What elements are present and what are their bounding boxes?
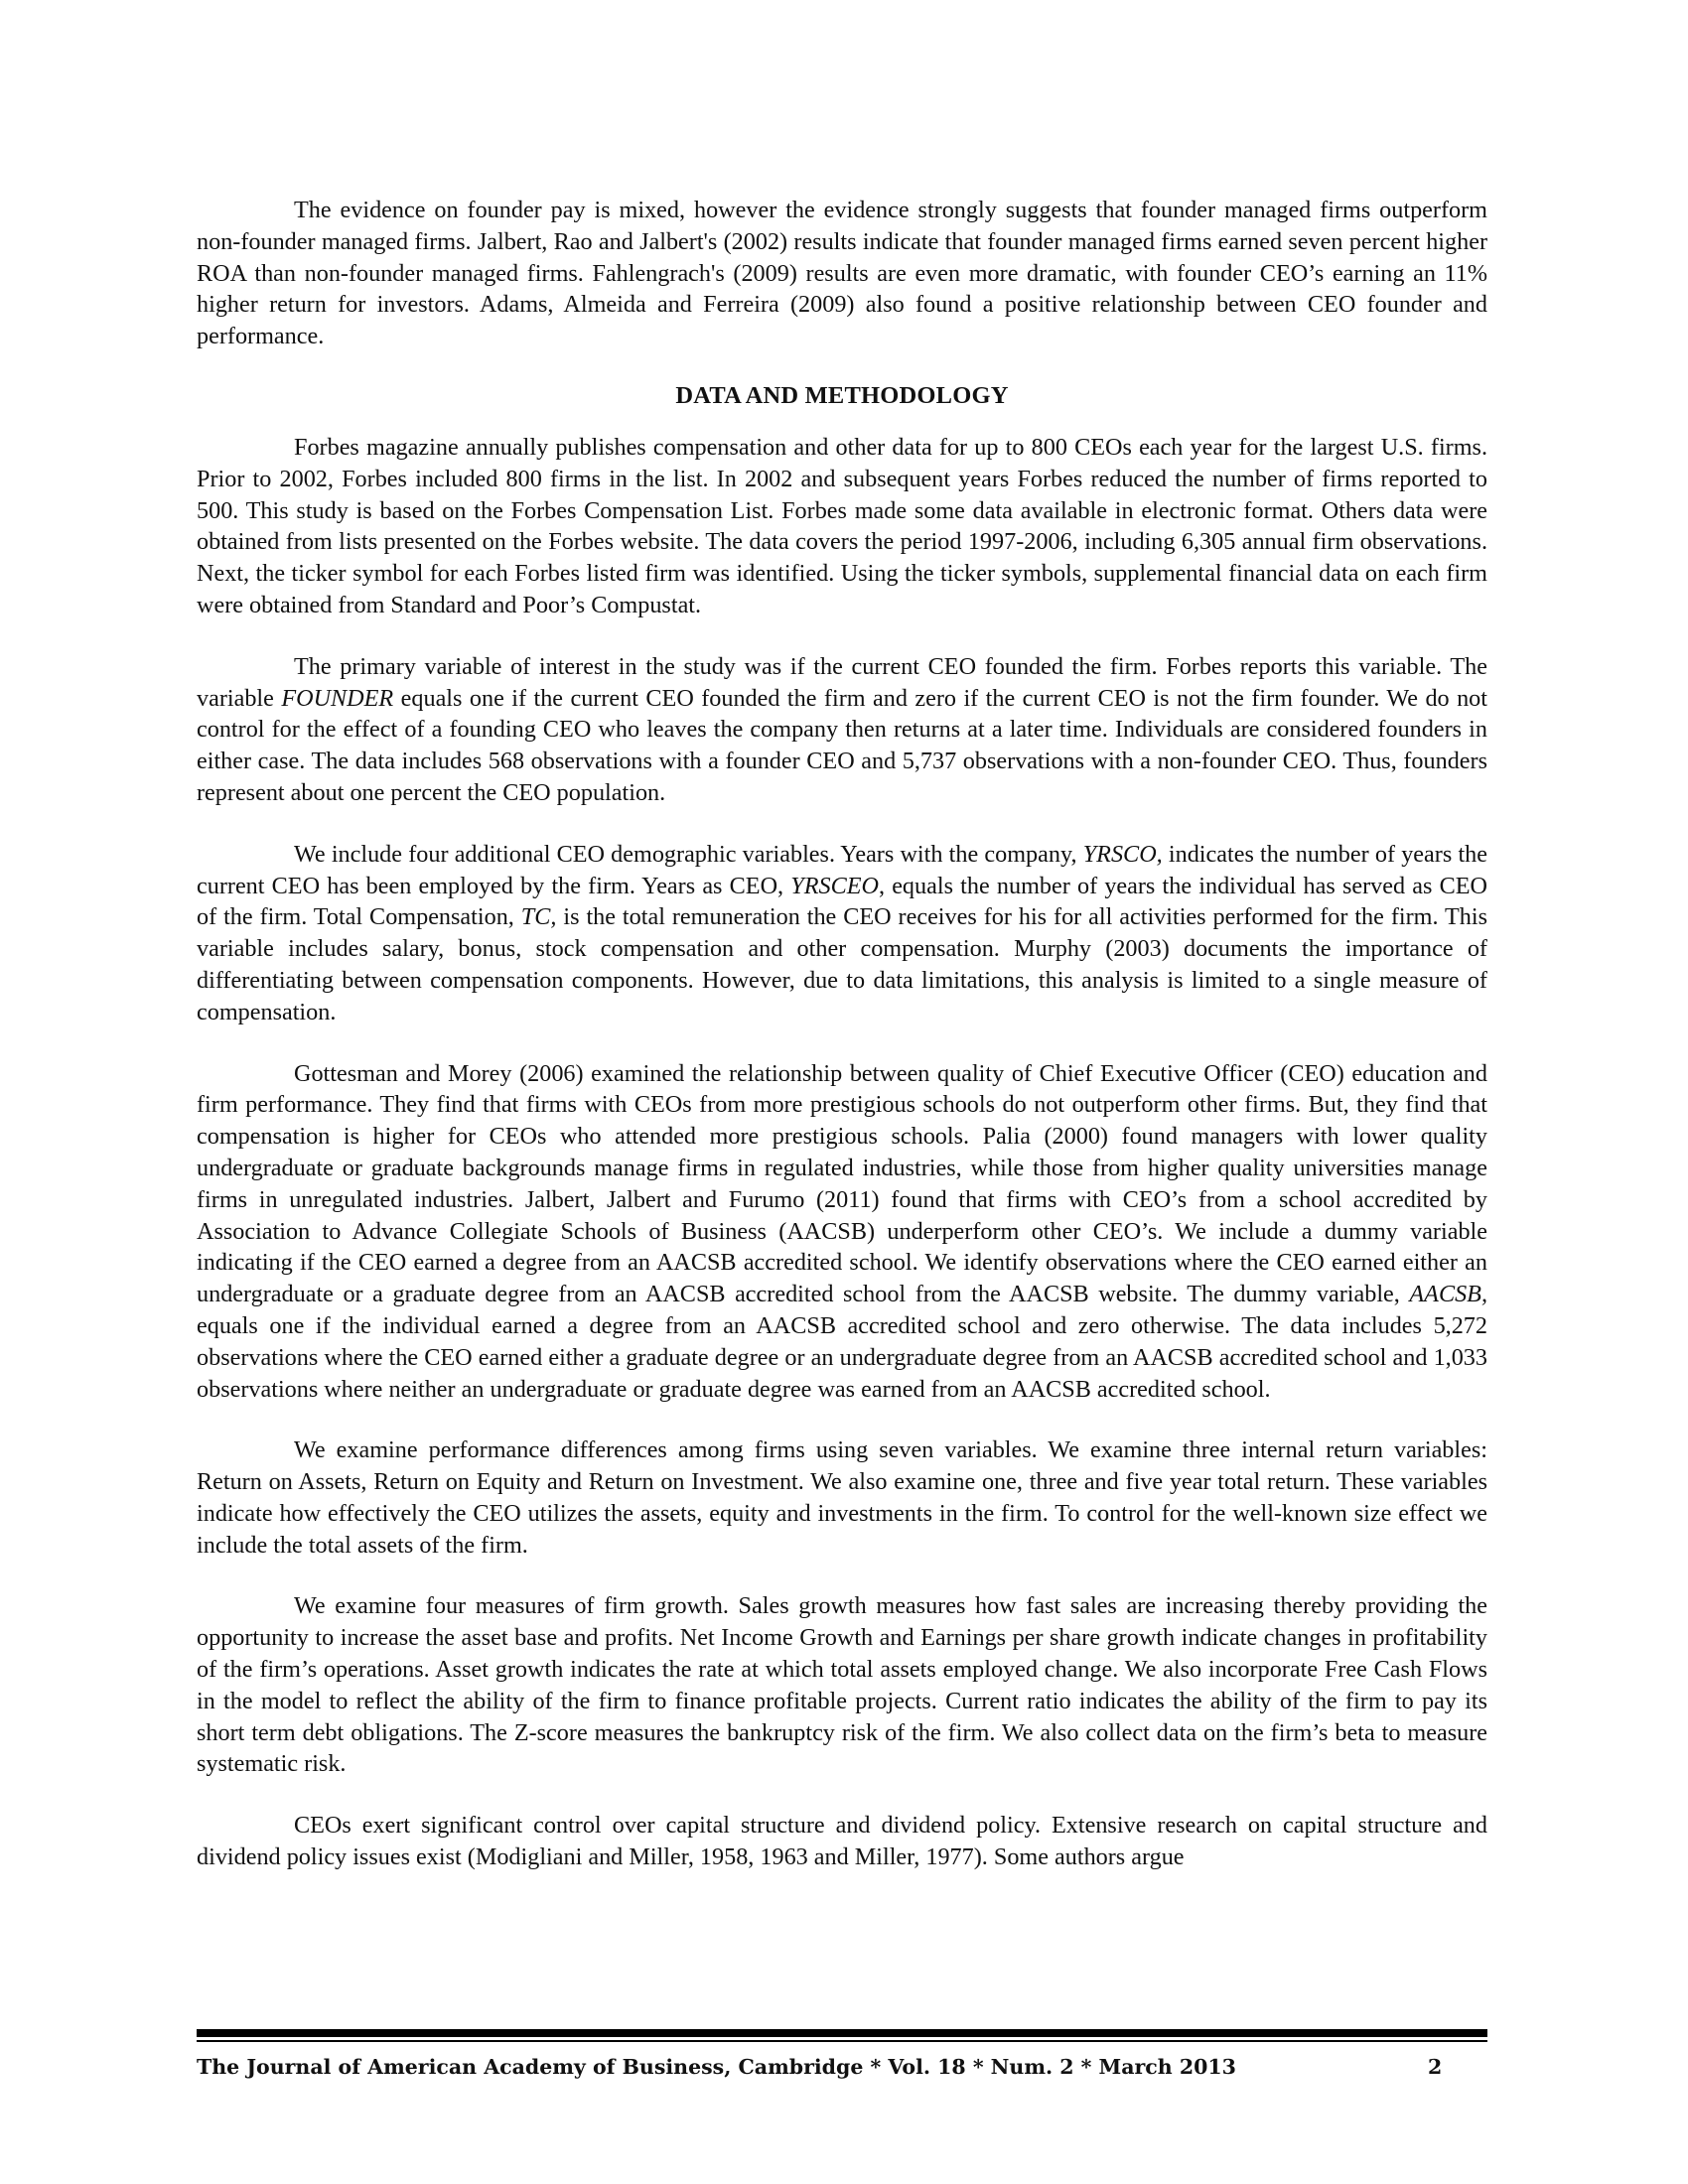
page-number: 2	[1428, 2055, 1443, 2079]
paragraph-founder-variable	[197, 651, 1487, 809]
variable-founder: FOUNDER	[281, 684, 394, 712]
paragraph-forbes-data: Forbes magazine annually publishes compensation and other data for up to 800 CEOs each year for the largest U.S. firms. Prior to 2002, Forbes included 800 firms in the list. In 2002 and subsequent years Forbes reduced the number of firms reported to 500. This study is based on the Forbes Compensation List. Forbes made some data available in electronic format. Others data were obtained from lists presented on the Forbes website. The data covers the period 1997-2006, including 6,305 annual firm observations. Next, the ticker symbol for each Forbes listed firm was identified. Using the ticker symbols, supplemental financial data on each firm were obtained from Standard and Poor’s Compustat.	[197, 433, 1487, 618]
variable-yrsco: YRSCO,	[1082, 840, 1163, 868]
text-segment: We include four additional CEO demographic variables. Years with the company,	[294, 840, 1083, 868]
text-segment: is the total remuneration the CEO receives for his for all activities performed for the firm. This variable includes salary, bonus, stock compensation and other compensation. Murphy (2003) documents the importance of differentiating between compensation components. However, due to data limitations, this analysis is limited to a single measure of compensation.	[197, 903, 1488, 1025]
text-segment: , equals the number of years the individual has served as CEO of the firm. Total Compensation,	[197, 872, 1487, 931]
paragraph-education	[197, 1058, 1487, 1406]
footer-rule-thin	[197, 2040, 1487, 2042]
text-segment: equals one if the current CEO founded the firm and zero if the current CEO is not the firm founder. We do not control for the effect of a founding CEO who leaves the company then returns at a later time. Individuals are considered founders in either case. The data includes 568 observations with a founder CEO and 5,737 observations with a non-founder CEO. Thus, founders represent about one percent the CEO population.	[197, 684, 1487, 806]
text-segment: The primary variable of interest in the study was if the current CEO founded the firm. Forbes reports this variable. The variable	[197, 652, 1487, 712]
paragraph-performance: We examine performance differences among firms using seven variables. We examine three internal return variables: Return on Assets, Return on Equity and Return on Investment. We also examine one, three and five year total return. These variables indicate how effectively the CEO utilizes the assets, equity and investments in the firm. To control for the well-known size effect we include the total assets of the firm.	[197, 1436, 1487, 1559]
page-body	[197, 195, 1487, 1903]
text-segment: Gottesman and Morey (2006) examined the relationship between quality of Chief Executive Officer (CEO) education and firm performance. They find that firms with CEOs from more prestigious schools do not outperform other firms. But, they find that compensation is higher for CEOs who attended more prestigious schools. Palia (2000) found managers with lower quality undergraduate or graduate backgrounds manage firms in regulated industries, while those from higher quality universities manage firms in unregulated industries. Jalbert, Jalbert and Furumo (2011) found that firms with CEO’s from a school accredited by Association to Advance Collegiate Schools of Business (AACSB) underperform other CEO’s. We include a dummy variable indicating if the CEO earned a degree from an AACSB accredited school. We identify observations where the CEO earned either an undergraduate or a graduate degree from an AACSB accredited school from the AACSB website. The dummy variable,	[197, 1059, 1487, 1308]
variable-tc: TC,	[520, 903, 557, 931]
variable-aacsb: AACSB,	[1409, 1281, 1487, 1308]
variable-yrsceo: YRSCEO	[790, 872, 879, 899]
paragraph-demographics	[197, 839, 1487, 1028]
paragraph-founder-pay: The evidence on founder pay is mixed, however the evidence strongly suggests that founder managed firms outperform non-founder managed firms. Jalbert, Rao and Jalbert's (2002) results indicate that founder managed firms earned seven percent higher ROA than non-founder managed firms. Fahlengrach's (2009) results are even more dramatic, with founder CEO’s earning an 11% higher return for investors. Adams, Almeida and Ferreira (2009) also found a positive relationship between CEO founder and performance.	[197, 197, 1487, 350]
paragraph-growth: We examine four measures of firm growth. Sales growth measures how fast sales are increasing thereby providing the opportunity to increase the asset base and profits. Net Income Growth and Earnings per share growth indicate changes in profitability of the firm’s operations. Asset growth indicates the rate at which total assets employed change. We also incorporate Free Cash Flows in the model to reflect the ability of the firm to finance profitable projects. Current ratio indicates the ability of the firm to pay its short term debt obligations. The Z-score measures the bankruptcy risk of the firm. We also collect data on the firm’s beta to measure systematic risk.	[197, 1592, 1487, 1778]
section-heading: DATA AND METHODOLOGY	[675, 381, 1009, 409]
text-segment: indicates the number of years the current CEO has been employed by the firm. Years as CEO,	[197, 840, 1487, 899]
text-segment: equals one if the individual earned a degree from an AACSB accredited school and zero otherwise. The data includes 5,272 observations where the CEO earned either a graduate degree or an undergraduate degree from an AACSB accredited school and 1,033 observations where neither an undergraduate or graduate degree was earned from an AACSB accredited school.	[197, 1311, 1487, 1403]
paragraph-capital-structure: CEOs exert significant control over capital structure and dividend policy. Extensive research on capital structure and dividend policy issues exist (Modigliani and Miller, 1958, 1963 and Miller, 1977). Some authors argue	[197, 1812, 1487, 1871]
journal-citation: The Journal of American Academy of Business, Cambridge * Vol. 18 * Num. 2 * March 2013	[197, 2055, 1236, 2079]
footer-rule-thick	[197, 2029, 1487, 2037]
